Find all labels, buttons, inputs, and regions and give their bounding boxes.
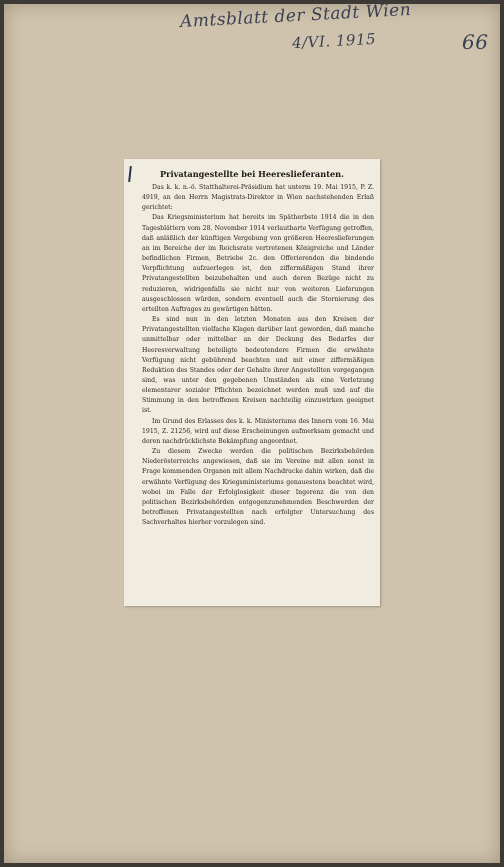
handwritten-page-number: 66 xyxy=(462,30,489,54)
clipping-paragraph: Das k. k. n.-ö. Statthalterei-Präsidium hat unterm 19. Mai 1915, P. Z. 4919, an den Herrn Magistrats-Direktor in Wien nachstehenden Erlaß gerichtet: xyxy=(142,184,374,212)
newspaper-clipping xyxy=(124,159,380,606)
handwritten-date: 4/VI. 1915 xyxy=(291,29,377,53)
archive-sheet xyxy=(4,0,500,863)
clipping-heading: Privatangestellte bei Heereslieferanten. xyxy=(160,169,344,179)
clipping-body xyxy=(142,183,374,528)
handwritten-source-note: Amtsblatt der Stadt Wien xyxy=(179,0,412,33)
clipping-paragraph: Es sind nun in den letzten Monaten aus den Kreisen der Privatangestellten vielfache Klagen darüber laut geworden, daß manche unmittelbar oder mittelbar an der Deckung des Bedarfes der Heeresverwaltung beteiligte bedeutendere Firmen die erwähnte Verfügung nicht gebührend beachten und mit einer ziffermäßigen Reduktion des Standes oder der Gehalte ihrer Angestellten vorgegangen sind, was unter den gegebenen Umständen als eine Verletzung elementarer sozialer Pflichten bezeichnet werden muß und auf die Stimmung in den betroffenen Kreisen nachteilig einzuwirken geeignet ist. xyxy=(142,316,374,415)
clipping-paragraph: Zu diesem Zwecke werden die politischen Bezirksbehörden Niederösterreichs angewiesen, daß sie im Vereine mit allen sonst in Frage kommenden Organen mit allem Nachdrucke dahin wirken, daß die erwähnte Verfügung des Kriegsministeriums genauestens beachtet wird, wobei im Falle der Erfolglosigkeit dieser Ingerenz die von den politischen Bezirksbehörden entgegenzunehmenden Beschwerden der betroffenen Privatangestellten nach erfolgter Untersuchung des Sachverhaltes hierher vorzulegen sind. xyxy=(142,448,374,527)
clipping-paragraph: Das Kriegsministerium hat bereits im Spätherbste 1914 die in den Tagesblättern vom 28. November 1914 verlautbarte Verfügung getroffen, daß anläßlich der künftigen Vergebung von größeren Heereslieferungen an im Bereiche der im Reichsrate vertretenen Königreiche und Länder befindlichen Firmen, Betriebe 2c. den Offerierenden die bindende Verpflichtung aufzuerlegen ist, den ziffermäßigen Stand ihrer Privatangestellten beizubehalten und auch deren Bezüge nicht zu reduzieren, widrigenfalls sie nicht nur von weiteren Lieferungen ausgeschlossen würden, sondern eventuell auch die Stornierung des erteilten Auftrages zu gewärtigen hätten. xyxy=(142,214,374,313)
clipping-paragraph: Im Grund des Erlasses des k. k. Ministeriums des Innern vom 16. Mai 1915, Z. 21256, wird auf diese Erscheinungen aufmerksam gemacht und deren nachdrücklichste Bekämpfung angeordnet. xyxy=(142,417,374,445)
